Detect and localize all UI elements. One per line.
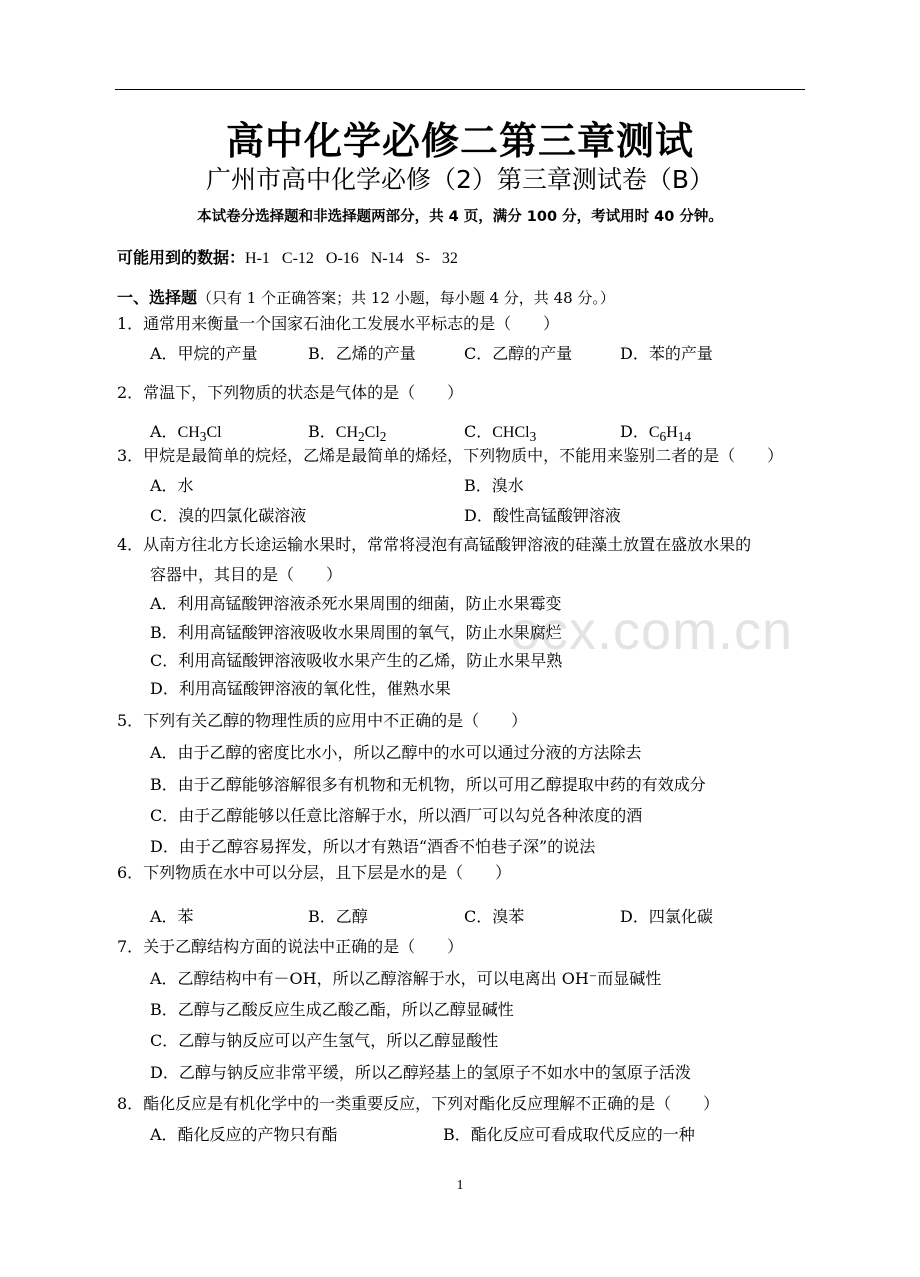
option: A．$CH_3Cl$ — [150, 422, 222, 445]
data-values: H-1 C-12 O-16 N-14 S- 32 — [245, 250, 458, 267]
option: A．乙醇结构中有－OH，所以乙醇溶解于水，可以电离出 OH⁻而显碱性 — [150, 969, 662, 988]
option: B．溴水 — [464, 476, 524, 495]
question-stem-cont: 容器中，其目的是（ ） — [150, 565, 343, 584]
watermark: ocx.com.cn — [510, 601, 794, 661]
option: B．乙醇与乙酸反应生成乙酸乙酯，所以乙醇显碱性 — [150, 1000, 514, 1019]
question-stem: 4．从南方往北方长途运输水果时，常常将浸泡有高锰酸钾溶液的硅藻土放置在盛放水果的 — [117, 535, 752, 554]
page-subtitle: 广州市高中化学必修（2）第三章测试卷（B） — [205, 165, 715, 194]
section-desc: （只有 1 个正确答案；共 12 小题，每小题 4 分，共 48 分。） — [197, 289, 615, 307]
option: D．由于乙醇容易挥发，所以才有熟语“酒香不怕巷子深”的说法 — [150, 837, 596, 856]
section-header — [117, 288, 615, 308]
option: C．乙醇的产量 — [464, 344, 573, 363]
data-label: 可能用到的数据： — [117, 248, 246, 267]
data-line — [117, 248, 458, 269]
exam-note: 本试卷分选择题和非选择题两部分，共 4 页，满分 100 分，考试用时 40 分钟。 — [197, 209, 723, 225]
option: C．由于乙醇能够以任意比溶解于水，所以酒厂可以勾兑各种浓度的酒 — [150, 806, 643, 825]
question-stem: 1．通常用来衡量一个国家石油化工发展水平标志的是（ ） — [117, 314, 560, 333]
section-label: 一、选择题 — [117, 288, 198, 307]
page-number: 1 — [456, 1178, 464, 1193]
option: A．利用高锰酸钾溶液杀死水果周围的细菌，防止水果霉变 — [150, 594, 562, 613]
option: D．乙醇与钠反应非常平缓，所以乙醇羟基上的氢原子不如水中的氢原子活泼 — [150, 1063, 691, 1082]
question-stem: 6．下列物质在水中可以分层，且下层是水的是（ ） — [117, 863, 512, 882]
question-stem: 8．酯化反应是有机化学中的一类重要反应，下列对酯化反应理解不正确的是（ ） — [117, 1094, 720, 1113]
question-stem: 7．关于乙醇结构方面的说法中正确的是（ ） — [117, 937, 464, 956]
option: A．由于乙醇的密度比水小，所以乙醇中的水可以通过分液的方法除去 — [150, 743, 642, 762]
option: D．苯的产量 — [620, 344, 713, 363]
question-stem: 5．下列有关乙醇的物理性质的应用中不正确的是（ ） — [117, 711, 528, 730]
top-rule — [115, 89, 805, 90]
option: D．利用高锰酸钾溶液的氧化性，催熟水果 — [150, 679, 451, 698]
option: C．CHCl$_3$ — [464, 422, 537, 445]
option: C．溴苯 — [464, 907, 525, 926]
page-title: 高中化学必修二第三章测试 — [225, 119, 694, 163]
option: B．乙烯的产量 — [308, 344, 416, 363]
question-stem: 3．甲烷是最简单的烷烃，乙烯是最简单的烯烃，下列物质中，不能用来鉴别二者的是（ ） — [117, 446, 784, 465]
option: A．水 — [150, 476, 194, 495]
option: B．$CH_2Cl_2$ — [308, 422, 387, 445]
option: D．四氯化碳 — [620, 907, 713, 926]
option: B．由于乙醇能够溶解很多有机物和无机物，所以可用乙醇提取中药的有效成分 — [150, 775, 706, 794]
option: B．酯化反应可看成取代反应的一种 — [443, 1125, 695, 1144]
option: B．利用高锰酸钾溶液吸收水果周围的氧气，防止水果腐烂 — [150, 623, 562, 642]
option: D．$C_6H_{14}$ — [620, 422, 692, 445]
option: A．酯化反应的产物只有酯 — [150, 1125, 338, 1144]
option: B．乙醇 — [308, 907, 368, 926]
option: C．乙醇与钠反应可以产生氢气，所以乙醇显酸性 — [150, 1031, 499, 1050]
option: A．苯 — [150, 907, 194, 926]
option: D．酸性高锰酸钾溶液 — [464, 506, 621, 525]
option: C．溴的四氯化碳溶液 — [150, 506, 307, 525]
option: A．甲烷的产量 — [150, 344, 258, 363]
question-stem: 2．常温下，下列物质的状态是气体的是（ ） — [117, 383, 464, 402]
option: C．利用高锰酸钾溶液吸收水果产生的乙烯，防止水果早熟 — [150, 651, 563, 670]
